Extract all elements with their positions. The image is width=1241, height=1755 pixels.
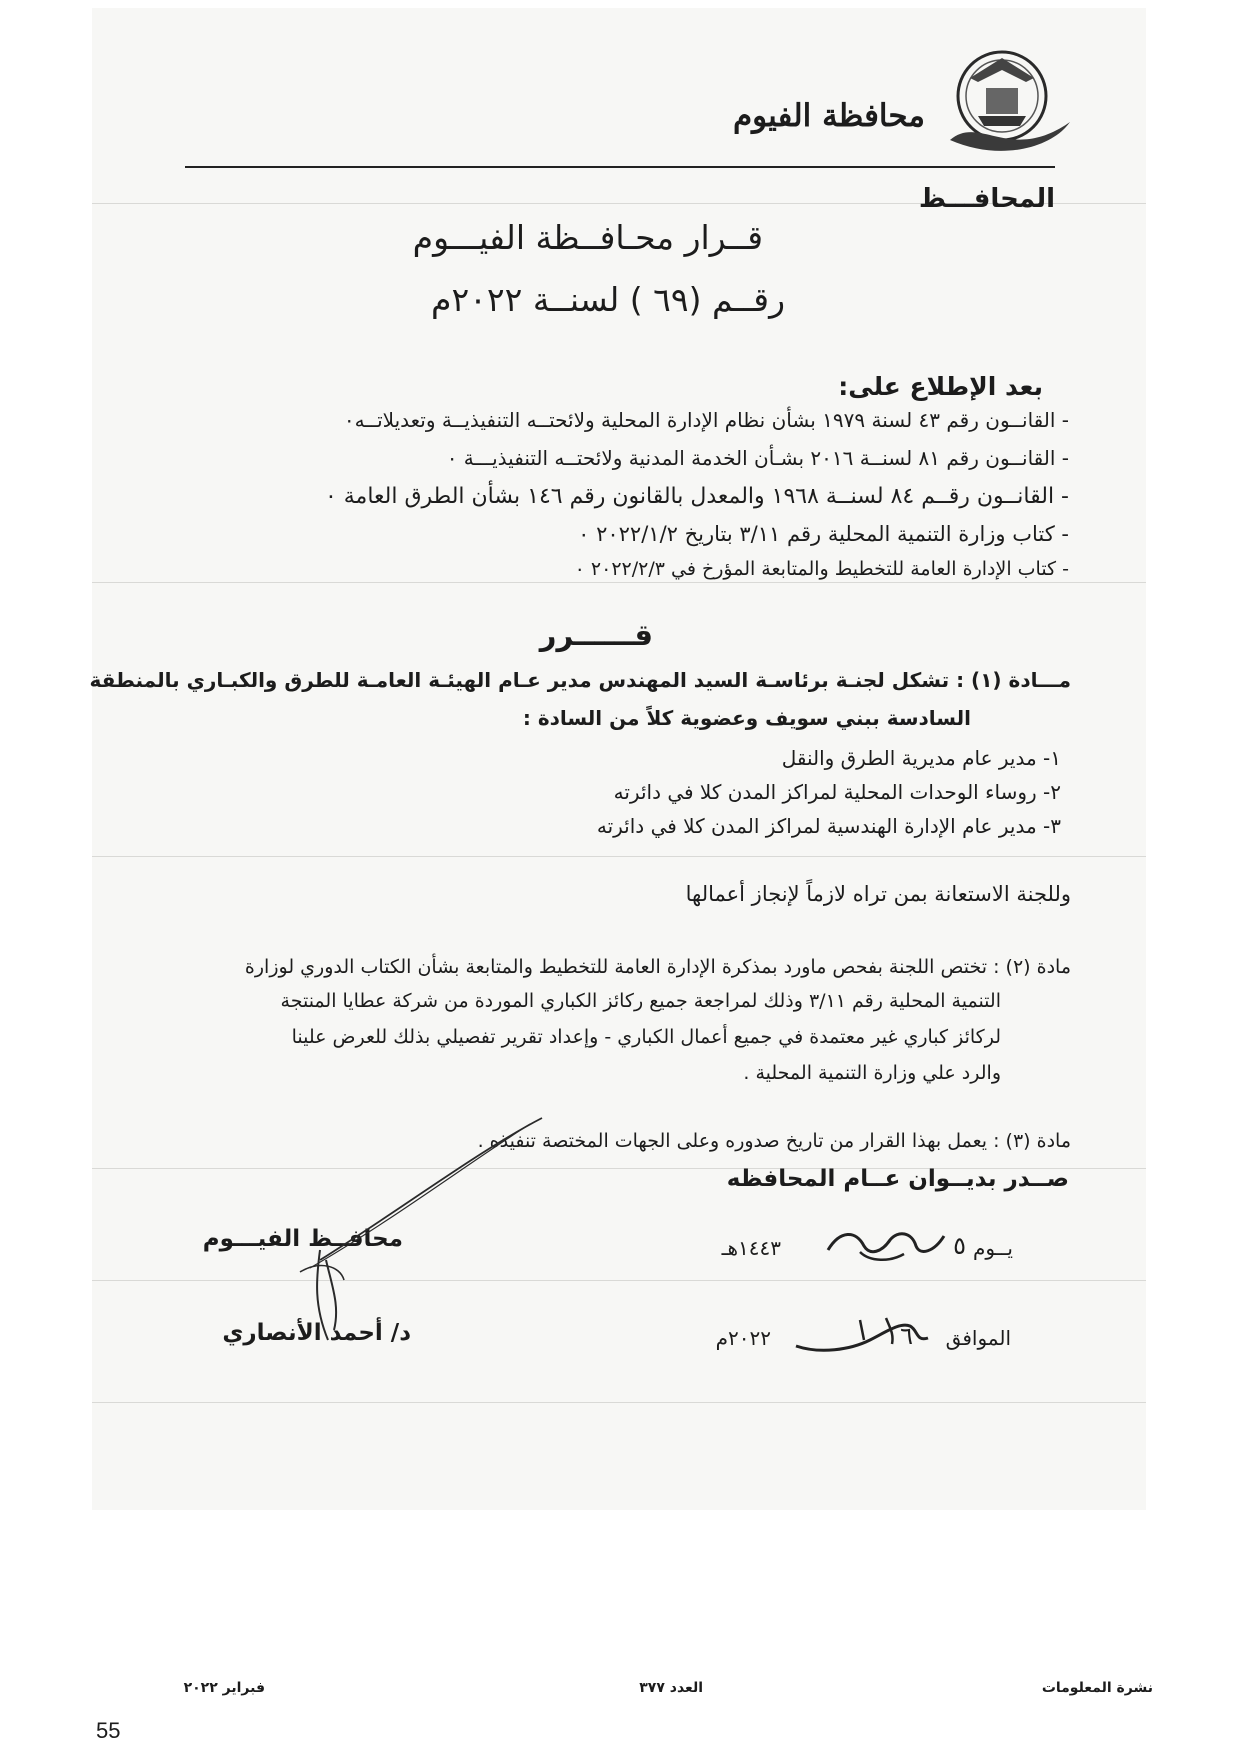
issued-at: صــدر بديــوان عــام المحافظه [726,1166,1069,1192]
article-1-member: ١- مدير عام مديرية الطرق والنقل [781,746,1061,770]
article-1-member: ٢- روساء الوحدات المحلية لمراكز المدن كلا في دائرته [613,780,1061,804]
preamble-item: - القانــون رقــم ٨٤ لسنــة ١٩٦٨ والمعدل بالقانون رقم ١٤٦ بشأن الطرق العامة ٠ [324,484,1069,509]
article-1-line-2: السادسة ببني سويف وعضوية كلاً من السادة : [522,706,971,730]
governor-signature [280,1110,580,1350]
scan-line [92,1280,1146,1281]
preamble-heading: بعد الإطلاع على: [838,372,1043,401]
footer-month: فبراير ٢٠٢٢ [183,1680,265,1696]
day-label: يــوم [973,1236,1013,1260]
decides-heading: قــــــرر [539,618,653,652]
gregorian-year: ٢٠٢٢م [715,1326,771,1350]
article-2-line: والرد علي وزارة التنمية المحلية . [743,1062,1001,1084]
handwritten-hijri-month [820,1222,950,1266]
decision-number: رقــم (٦٩ ) لسنــة ٢٠٢٢م [431,280,785,319]
signatory-title: محافــظ الفيـــوم [202,1226,403,1252]
footer-issue: العدد ٣٧٧ [639,1680,703,1696]
article-2-line: مادة (٢) : تختص اللجنة بفحص ماورد بمذكرة الإدارة العامة للتخطيط والمتابعة بشأن الكتاب الدوري لوزارة [244,956,1071,978]
article-2-line: التنمية المحلية رقم ٣/١١ وذلك لمراجعة جميع ركائز الكباري الموردة من شركة عطايا المنتجة [280,990,1001,1012]
governorate-emblem-icon [940,44,1080,162]
governorate-name: محافظة الفيوم [732,98,925,134]
preamble-item: - القانــون رقم ٨١ لسنــة ٢٠١٦ بشـأن الخدمة المدنية ولائحتــه التنفيذيـــة ٠ [446,446,1069,470]
preamble-item: - القانــون رقم ٤٣ لسنة ١٩٧٩ بشأن نظام الإدارة المحلية ولائحتــه التنفيذيــة وتعديلاتــه٠ [343,408,1069,432]
handwritten-gregorian-month [790,1310,940,1360]
decision-title: قــرار محـافــظة الفيـــوم [412,218,763,257]
preamble-item: - كتاب وزارة التنمية المحلية رقم ٣/١١ بتاريخ ٢٠٢٢/١/٢ ٠ [578,522,1069,546]
scan-line [92,856,1146,857]
preamble-item: - كتاب الإدارة العامة للتخطيط والمتابعة المؤرخ في ٢٠٢٢/٢/٣ ٠ [574,558,1069,580]
signatory-name: د/ أحمد الأنصاري [222,1320,411,1346]
governor-office-label: المحافـــظ [918,184,1055,214]
scan-line [92,1402,1146,1403]
page-number: 55 [96,1718,121,1743]
hijri-year: ١٤٤٣هـ [721,1236,781,1260]
gregorian-label: الموافق [945,1326,1011,1350]
scan-line [92,582,1146,583]
gregorian-day: ٦ [900,1322,913,1350]
article-1-line-1: مـــادة (١) : تشكل لجنـة برئاسـة السيد المهندس مدير عـام الهيئـة العامـة للطرق والكبـاري بالمنطقة [89,668,1071,692]
article-1-member: ٣- مدير عام الإدارة الهندسية لمراكز المدن كلا في دائرته [596,814,1061,838]
hijri-day: ٥ [953,1232,966,1260]
article-1-note: وللجنة الاستعانة بمن تراه لازماً لإنجاز أعمالها [685,882,1071,906]
header-divider [185,166,1055,168]
article-3: مادة (٣) : يعمل بهذا القرار من تاريخ صدوره وعلى الجهات المختصة تنفيذه . [477,1130,1071,1152]
article-2-line: لركائز كباري غير معتمدة في جميع أعمال الكباري - وإعداد تقرير تفصيلي بذلك للعرض علينا [291,1026,1001,1048]
footer-publication: نشرة المعلومات [1041,1680,1153,1696]
